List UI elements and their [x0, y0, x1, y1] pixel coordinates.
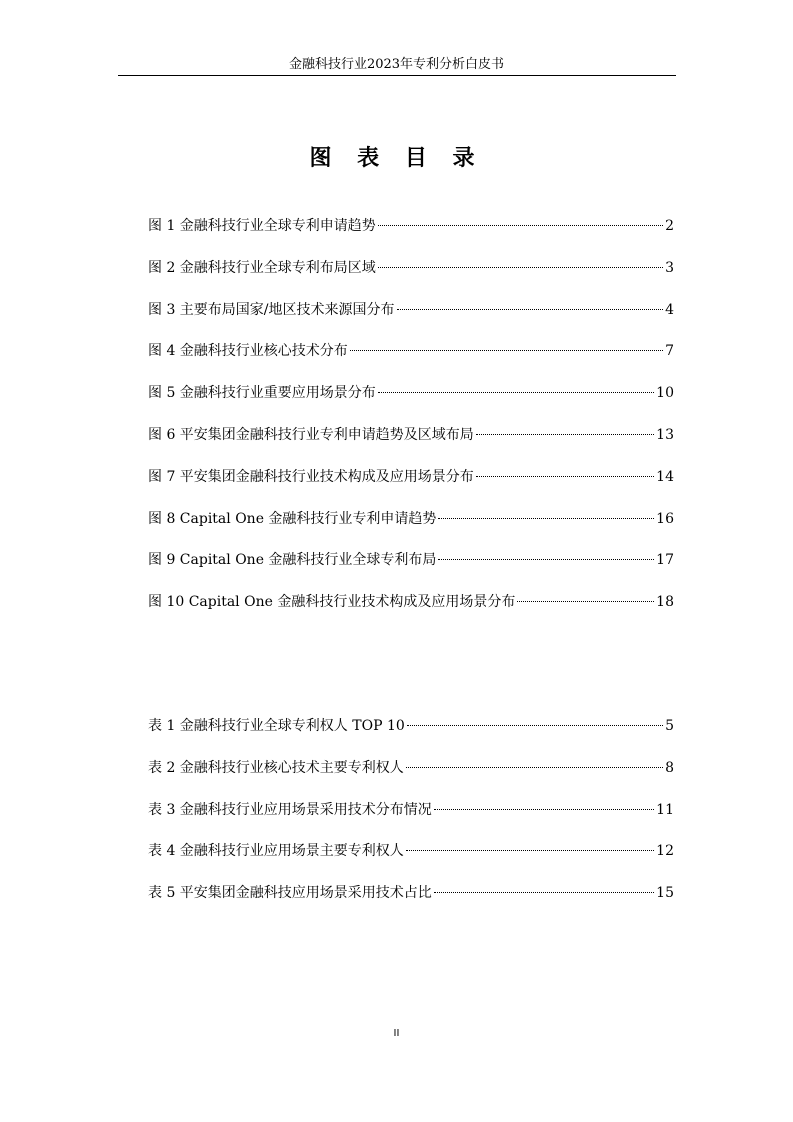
page-title: 图 表 目 录 — [309, 146, 484, 171]
toc-entry-page: 10 — [656, 385, 674, 402]
dot-leader — [397, 309, 664, 310]
toc-entry-label: 图 4 金融科技行业核心技术分布 — [148, 343, 348, 360]
table-list — [148, 716, 674, 925]
toc-entry-page: 7 — [665, 343, 674, 360]
toc-entry-label: 表 1 金融科技行业全球专利权人 TOP 10 — [148, 718, 405, 734]
toc-entry-label: 图 1 金融科技行业全球专利申请趋势 — [148, 218, 376, 234]
toc-entry-table-4[interactable] — [148, 841, 674, 862]
toc-entry-table-1[interactable] — [148, 716, 674, 737]
toc-entry-page: 15 — [656, 885, 674, 902]
toc-entry-label: 图 8 Capital One 金融科技行业专利申请趋势 — [148, 510, 437, 527]
toc-entry-page: 8 — [665, 759, 674, 776]
toc-entry-label: 图 2 金融科技行业全球专利布局区域 — [148, 259, 376, 276]
header-rule — [118, 75, 676, 76]
toc-entry-label: 表 3 金融科技行业应用场景采用技术分布情况 — [148, 801, 432, 818]
toc-entry-figure-9[interactable] — [148, 550, 674, 571]
toc-entry-page: 13 — [656, 426, 674, 443]
dot-leader — [438, 559, 654, 560]
toc-entry-label: 表 5 平安集团金融科技应用场景采用技术占比 — [148, 885, 432, 902]
toc-entry-figure-3[interactable] — [148, 300, 674, 321]
dot-leader — [434, 809, 654, 810]
figure-list — [148, 216, 674, 634]
dot-leader — [378, 225, 663, 226]
toc-entry-figure-4[interactable] — [148, 341, 674, 362]
toc-entry-figure-7[interactable] — [148, 467, 674, 488]
dot-leader — [434, 892, 654, 893]
dot-leader — [517, 601, 654, 602]
toc-entry-page: 16 — [656, 510, 674, 527]
toc-entry-table-5[interactable] — [148, 883, 674, 904]
toc-entry-page: 11 — [656, 801, 674, 818]
toc-entry-label: 图 10 Capital One 金融科技行业技术构成及应用场景分布 — [148, 594, 516, 611]
toc-entry-label: 图 7 平安集团金融科技行业技术构成及应用场景分布 — [148, 468, 474, 485]
toc-entry-page: 3 — [665, 259, 674, 276]
toc-entry-figure-2[interactable] — [148, 258, 674, 279]
page-number: II — [393, 1028, 400, 1039]
toc-entry-page: 12 — [656, 843, 674, 860]
dot-leader — [476, 476, 654, 477]
dot-leader — [407, 725, 663, 726]
toc-entry-figure-1[interactable] — [148, 216, 674, 237]
dot-leader — [406, 850, 654, 851]
toc-entry-page: 2 — [665, 218, 674, 234]
toc-entry-label: 图 9 Capital One 金融科技行业全球专利布局 — [148, 552, 437, 569]
toc-entry-page: 18 — [656, 594, 674, 611]
toc-entry-figure-6[interactable] — [148, 425, 674, 446]
dot-leader — [378, 267, 663, 268]
toc-entry-figure-8[interactable] — [148, 509, 674, 530]
toc-entry-label: 表 4 金融科技行业应用场景主要专利权人 — [148, 843, 404, 860]
dot-leader — [438, 518, 654, 519]
toc-entry-label: 图 3 主要布局国家/地区技术来源国分布 — [148, 301, 395, 318]
toc-entry-page: 14 — [656, 468, 674, 485]
toc-entry-page: 4 — [665, 301, 674, 318]
dot-leader — [350, 350, 663, 351]
dot-leader — [476, 434, 654, 435]
toc-entry-figure-5[interactable] — [148, 383, 674, 404]
running-header-title: 金融科技行业2023年专利分析白皮书 — [288, 57, 505, 72]
dot-leader — [378, 392, 654, 393]
toc-entry-label: 图 6 平安集团金融科技行业专利申请趋势及区域布局 — [148, 426, 474, 443]
toc-entry-page: 5 — [665, 718, 674, 734]
toc-entry-label: 表 2 金融科技行业核心技术主要专利权人 — [148, 759, 404, 776]
toc-entry-figure-10[interactable] — [148, 592, 674, 613]
dot-leader — [406, 767, 663, 768]
toc-entry-table-3[interactable] — [148, 800, 674, 821]
toc-entry-page: 17 — [656, 552, 674, 569]
toc-entry-label: 图 5 金融科技行业重要应用场景分布 — [148, 385, 376, 402]
toc-entry-table-2[interactable] — [148, 758, 674, 779]
